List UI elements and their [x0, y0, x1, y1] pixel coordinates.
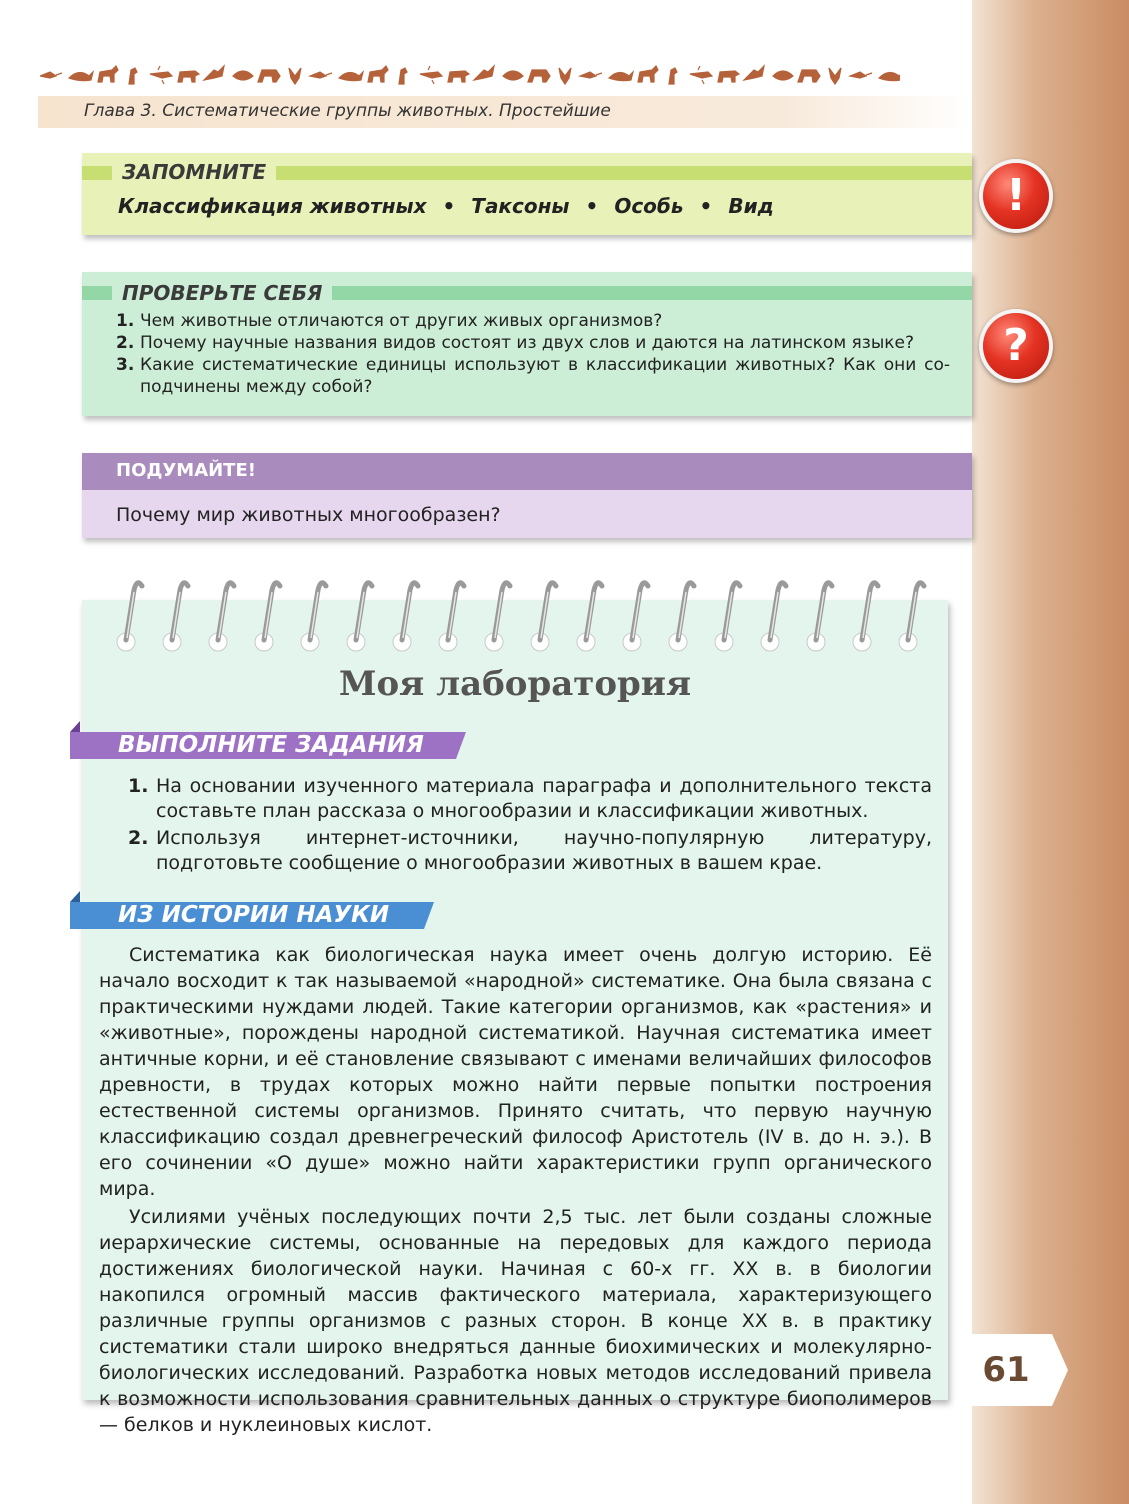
history-title: ИЗ ИСТОРИИ НАУКИ	[118, 902, 390, 928]
animal-silhouette-icon	[258, 70, 280, 82]
animal-silhouette-icon	[178, 71, 199, 82]
animal-silhouette-icon	[368, 66, 388, 82]
term-item: Классификация животных	[118, 194, 427, 218]
spiral-ring-icon	[577, 583, 602, 651]
animal-silhouette-icon	[69, 72, 93, 81]
animal-silhouette-icon	[420, 66, 442, 84]
animal-silhouette-icon	[339, 72, 363, 81]
animal-silhouettes-border	[40, 62, 900, 88]
spiral-ring-icon	[761, 583, 786, 651]
animal-silhouette-icon	[773, 71, 793, 80]
spiral-ring-icon	[807, 583, 832, 651]
item-number: 3.	[116, 355, 135, 375]
item-number: 2.	[128, 827, 149, 849]
history-paragraph: Систематика как биологическая наука имеет очень долгую историю. Её начало восходит к так называемой «народной» систематике. Она была связана с практическими нуждами людей. Такие категории организмов, как «растения» и «животные», порождены народной систематикой. Научная систематика имеет античные корни, и её становление связывают с именами величайших философов древности, в трудах которых можно найти первые попытки построения естественной системы организмов. Принято считать, что первую научную классификацию создал древнегреческий философ Аристотель (IV в. до н. э.). В его сочинении «О душе» можно найти характеристики групп органического мира.	[99, 944, 932, 1200]
animal-silhouette-icon	[150, 66, 172, 84]
notebook-spiral-icon	[108, 574, 938, 664]
spiral-ring-icon	[669, 583, 694, 651]
check-yourself-box	[82, 272, 972, 416]
spiral-ring-icon	[439, 583, 464, 651]
exclamation-icon: !	[983, 163, 1049, 229]
spiral-ring-icon	[531, 583, 556, 651]
animal-silhouette-icon	[98, 66, 118, 82]
spiral-ring-icon	[623, 583, 648, 651]
animal-silhouette-icon	[399, 68, 407, 84]
term-separator: •	[699, 194, 713, 218]
animal-silhouette-icon	[289, 68, 301, 84]
lab-title: Моя лаборатория	[338, 664, 692, 704]
animal-silhouette-icon	[690, 66, 712, 84]
spiral-ring-icon	[209, 583, 234, 651]
check-questions-list	[116, 310, 950, 398]
spiral-ring-icon	[393, 583, 418, 651]
list-item	[128, 826, 932, 876]
animal-silhouette-icon	[474, 66, 494, 80]
tasks-title: ВЫПОЛНИТЕ ЗАДАНИЯ	[118, 732, 424, 758]
think-question: Почему мир животных многообразен?	[116, 504, 501, 526]
animal-silhouette-icon	[879, 72, 900, 81]
animal-silhouette-icon	[580, 72, 602, 78]
animal-silhouette-icon	[609, 72, 633, 81]
animal-silhouette-icon	[798, 70, 820, 82]
page-number-tab	[972, 1334, 1068, 1406]
list-item	[116, 354, 950, 398]
animal-silhouette-icon	[448, 71, 469, 82]
remember-title: ЗАПОМНИТЕ	[112, 160, 276, 184]
spiral-ring-icon	[347, 583, 372, 651]
spiral-ring-icon	[117, 583, 142, 651]
list-item	[128, 774, 932, 824]
item-number: 1.	[128, 775, 149, 797]
animal-silhouette-icon	[718, 71, 739, 82]
animal-silhouette-icon	[233, 71, 253, 80]
term-item: Таксоны	[471, 194, 570, 218]
item-text: Почему научные названия видов состоят из двух слов и даются на латинском языке?	[140, 333, 914, 353]
think-header-bar	[82, 453, 972, 490]
spiral-ring-icon	[255, 583, 280, 651]
term-separator: •	[585, 194, 599, 218]
animal-silhouette-icon	[503, 71, 523, 80]
spiral-ring-icon	[899, 583, 924, 651]
item-number: 2.	[116, 333, 135, 353]
animal-silhouette-icon	[129, 68, 137, 84]
animal-silhouette-icon	[40, 72, 62, 78]
animal-silhouette-icon	[744, 66, 764, 80]
animal-silhouette-icon	[310, 72, 332, 78]
item-text: На основании изученного материала параграфа и дополнительного текста составьте план рассказа о многообразии и классификации животных.	[156, 775, 932, 822]
term-separator: •	[442, 194, 456, 218]
animal-silhouette-icon	[559, 68, 571, 84]
question-mark-icon: ?	[983, 313, 1049, 379]
item-text: Используя интернет-источники, научно-популярную литературу, подготовьте сообщение о многообразии животных в вашем крае.	[156, 827, 932, 874]
history-text	[99, 942, 932, 1440]
check-title: ПРОВЕРЬТЕ СЕБЯ	[112, 281, 332, 305]
chapter-title: Глава 3. Систематические группы животных. Простейшие	[84, 101, 611, 121]
page-number: 61	[982, 1350, 1030, 1390]
spiral-ring-icon	[301, 583, 326, 651]
item-text: Чем животные отличаются от других живых организмов?	[140, 311, 663, 331]
spiral-ring-icon	[853, 583, 878, 651]
think-box	[82, 453, 972, 538]
spiral-ring-icon	[485, 583, 510, 651]
chapter-header	[38, 96, 972, 128]
spiral-ring-icon	[715, 583, 740, 651]
tasks-list	[128, 774, 932, 878]
animal-silhouette-icon	[669, 68, 677, 84]
term-item: Вид	[728, 194, 774, 218]
spiral-ring-icon	[163, 583, 188, 651]
page-edge-stripe	[972, 0, 1129, 1504]
animal-silhouette-icon	[528, 70, 550, 82]
animal-silhouette-icon	[204, 66, 224, 80]
history-ribbon	[70, 900, 434, 930]
item-text: Какие систематические единицы используют в классификации животных? Как они соподчинены между собой?	[140, 355, 950, 397]
remember-box	[82, 153, 972, 235]
animal-silhouette-icon	[850, 72, 872, 78]
tasks-ribbon	[70, 730, 466, 760]
animal-silhouette-icon	[638, 66, 658, 82]
list-item	[116, 332, 950, 354]
animal-silhouette-icon	[829, 68, 841, 84]
remember-terms	[118, 194, 774, 218]
history-paragraph: Усилиями учёных последующих почти 2,5 тыс. лет были созданы сложные иерархические системы, основанные на передовых для каждого периода достижениях биологической науки. Начиная с 60-х гг. XX в. в биологии накопился огромный массив фактического материала, характеризующего различные группы организмов с разных сторон. В конце XX в. в практику систематики стали широко внедряться данные биохимических и молекулярно-биологических исследований. Разработка новых методов исследований привела к возможности использования сравнительных данных о структуре биополимеров — белков и нуклеиновых кислот.	[99, 1206, 932, 1436]
list-item	[116, 310, 950, 332]
item-number: 1.	[116, 311, 135, 331]
term-item: Особь	[614, 194, 684, 218]
think-title: ПОДУМАЙТЕ!	[116, 460, 256, 481]
